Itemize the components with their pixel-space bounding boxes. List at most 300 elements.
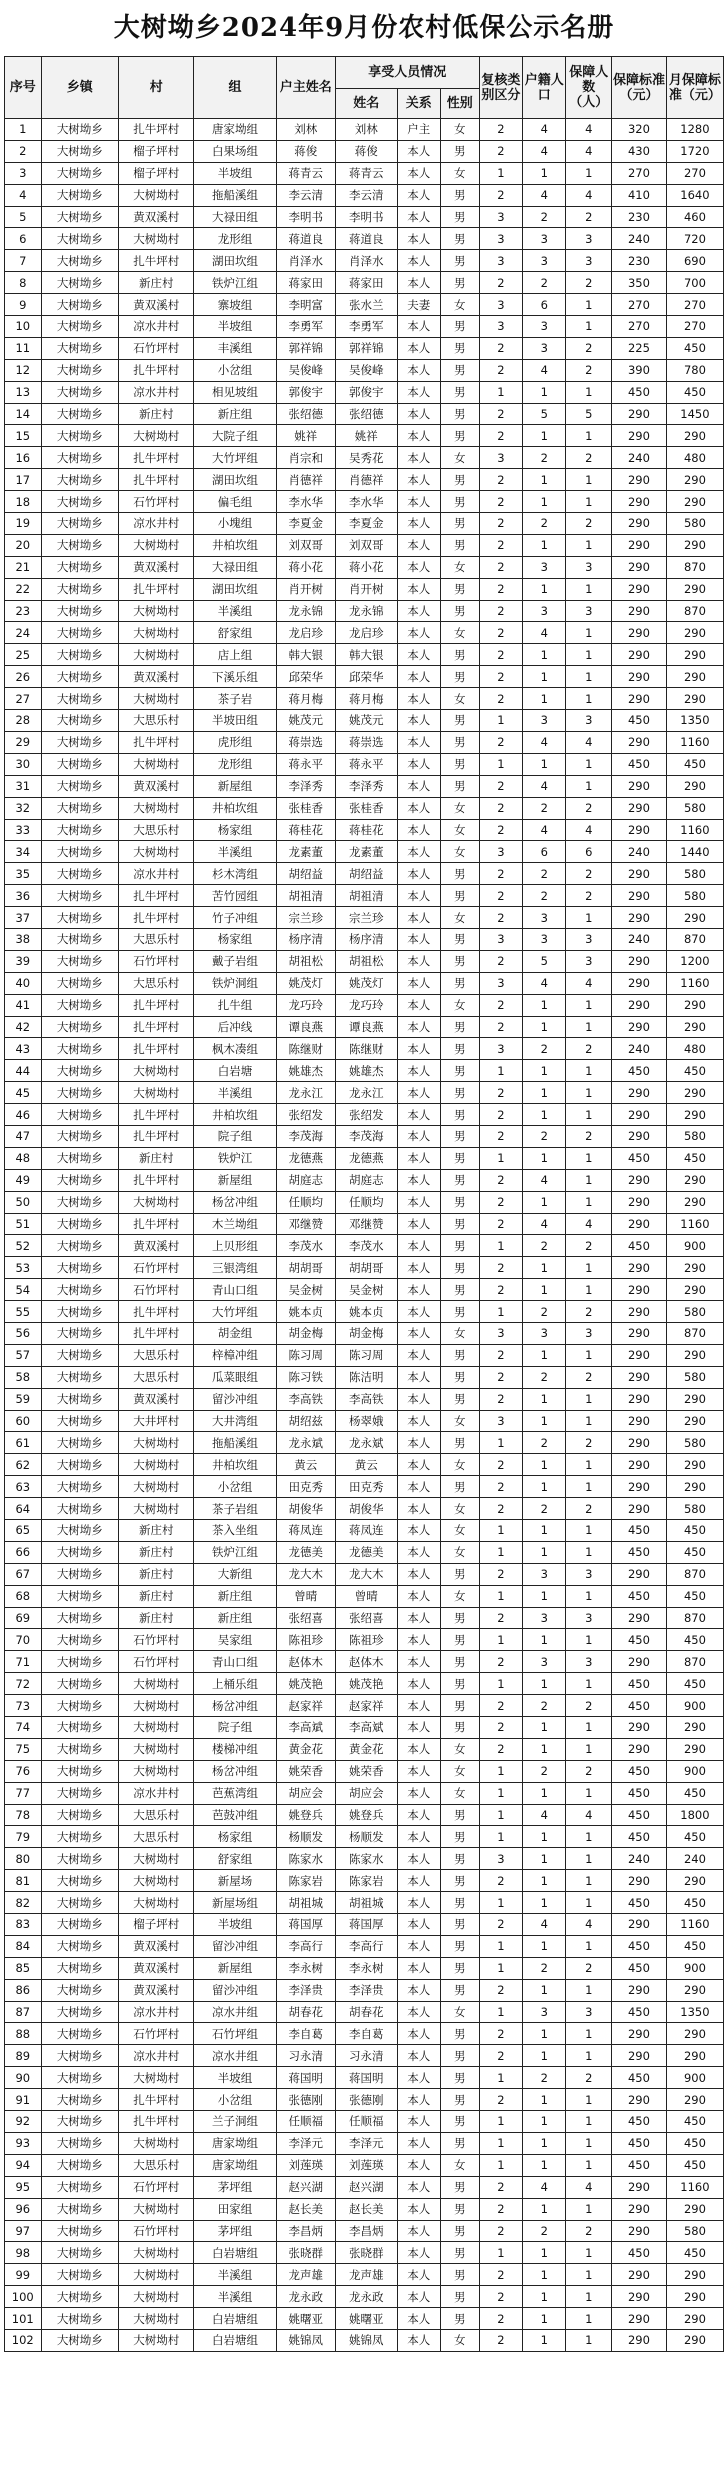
cell-covered: 1: [566, 2111, 612, 2133]
cell-category: 1: [479, 1935, 522, 1957]
cell-household: 2: [523, 1301, 566, 1323]
cell-gender: 男: [440, 2067, 479, 2089]
cell-relation: 本人: [397, 513, 440, 535]
cell-head-name: 蒋道良: [276, 228, 335, 250]
cell-monthly: 290: [666, 1717, 723, 1739]
cell-name: 蒋永平: [335, 753, 397, 775]
cell-township: 大树坳乡: [41, 1738, 119, 1760]
cell-household: 1: [523, 2264, 566, 2286]
cell-covered: 1: [566, 907, 612, 929]
cell-village: 大思乐村: [119, 928, 194, 950]
cell-standard: 450: [612, 2067, 667, 2089]
cell-village: 石竹坪村: [119, 337, 194, 359]
cell-name: 姚祥: [335, 425, 397, 447]
cell-relation: 本人: [397, 1060, 440, 1082]
table-row: [5, 1082, 724, 1104]
table-row: [5, 1388, 724, 1410]
cell-monthly: 290: [666, 1870, 723, 1892]
cell-monthly: 290: [666, 907, 723, 929]
cell-head-name: 胡应会: [276, 1782, 335, 1804]
cell-relation: 本人: [397, 2242, 440, 2264]
cell-no: 14: [5, 403, 42, 425]
cell-household: 2: [523, 1498, 566, 1520]
cell-gender: 男: [440, 1301, 479, 1323]
cell-name: 杨序清: [335, 928, 397, 950]
cell-standard: 290: [612, 1344, 667, 1366]
cell-relation: 本人: [397, 1804, 440, 1826]
cell-standard: 290: [612, 2176, 667, 2198]
cell-covered: 4: [566, 140, 612, 162]
cell-relation: 本人: [397, 2220, 440, 2242]
cell-name: 杨翠娥: [335, 1410, 397, 1432]
cell-relation: 本人: [397, 797, 440, 819]
cell-village: 石竹坪村: [119, 1629, 194, 1651]
cell-group: 白岩塘: [194, 1060, 276, 1082]
cell-category: 3: [479, 972, 522, 994]
table-row: [5, 1585, 724, 1607]
cell-township: 大树坳乡: [41, 2286, 119, 2308]
cell-village: 大树坳村: [119, 1848, 194, 1870]
cell-monthly: 580: [666, 1498, 723, 1520]
cell-no: 21: [5, 556, 42, 578]
cell-group: 拖船溪组: [194, 184, 276, 206]
cell-monthly: 290: [666, 2286, 723, 2308]
cell-name: 龙永斌: [335, 1432, 397, 1454]
cell-monthly: 450: [666, 1782, 723, 1804]
cell-category: 3: [479, 250, 522, 272]
cell-village: 石竹坪村: [119, 491, 194, 513]
cell-village: 大思乐村: [119, 972, 194, 994]
cell-covered: 3: [566, 556, 612, 578]
cell-gender: 男: [440, 1125, 479, 1147]
cell-village: 大思乐村: [119, 819, 194, 841]
cell-household: 2: [523, 447, 566, 469]
cell-standard: 240: [612, 1848, 667, 1870]
table-row: [5, 841, 724, 863]
cell-household: 4: [523, 2176, 566, 2198]
cell-monthly: 290: [666, 2264, 723, 2286]
cell-relation: 户主: [397, 119, 440, 141]
cell-monthly: 290: [666, 2198, 723, 2220]
table-row: [5, 1760, 724, 1782]
cell-household: 4: [523, 359, 566, 381]
cell-household: 1: [523, 2132, 566, 2154]
cell-category: 1: [479, 1957, 522, 1979]
cell-monthly: 290: [666, 425, 723, 447]
cell-covered: 1: [566, 1935, 612, 1957]
col-header-standard: 保障标准（元）: [612, 57, 667, 119]
cell-head-name: 蒋青云: [276, 162, 335, 184]
cell-category: 2: [479, 2329, 522, 2351]
cell-covered: 1: [566, 1060, 612, 1082]
cell-group: 半溪组: [194, 2264, 276, 2286]
cell-township: 大树坳乡: [41, 119, 119, 141]
table-row: [5, 1366, 724, 1388]
cell-relation: 本人: [397, 1366, 440, 1388]
cell-gender: 男: [440, 1016, 479, 1038]
cell-head-name: 龙巧玲: [276, 994, 335, 1016]
cell-group: 铁炉江组: [194, 1541, 276, 1563]
cell-relation: 本人: [397, 1651, 440, 1673]
cell-name: 韩大银: [335, 644, 397, 666]
cell-household: 3: [523, 228, 566, 250]
cell-category: 2: [479, 1169, 522, 1191]
cell-category: 2: [479, 184, 522, 206]
cell-gender: 男: [440, 359, 479, 381]
cell-monthly: 270: [666, 316, 723, 338]
cell-name: 胡祖松: [335, 950, 397, 972]
cell-standard: 290: [612, 2045, 667, 2067]
table-row: [5, 119, 724, 141]
cell-standard: 290: [612, 1322, 667, 1344]
cell-gender: 男: [440, 1826, 479, 1848]
cell-village: 大树坳村: [119, 1892, 194, 1914]
cell-head-name: 张晓群: [276, 2242, 335, 2264]
cell-head-name: 肖泽水: [276, 250, 335, 272]
cell-category: 2: [479, 491, 522, 513]
cell-village: 扎牛坪村: [119, 1038, 194, 1060]
cell-household: 2: [523, 1432, 566, 1454]
cell-township: 大树坳乡: [41, 1717, 119, 1739]
cell-monthly: 270: [666, 162, 723, 184]
cell-standard: 240: [612, 841, 667, 863]
cell-village: 大思乐村: [119, 1804, 194, 1826]
cell-no: 2: [5, 140, 42, 162]
cell-monthly: 900: [666, 1957, 723, 1979]
cell-head-name: 蒋月梅: [276, 688, 335, 710]
cell-gender: 男: [440, 534, 479, 556]
cell-household: 1: [523, 1279, 566, 1301]
cell-category: 2: [479, 1651, 522, 1673]
cell-standard: 450: [612, 1782, 667, 1804]
cell-covered: 4: [566, 1213, 612, 1235]
cell-head-name: 张绍德: [276, 403, 335, 425]
cell-category: 2: [479, 994, 522, 1016]
cell-category: 2: [479, 2198, 522, 2220]
cell-relation: 本人: [397, 775, 440, 797]
table-row: [5, 2329, 724, 2351]
cell-gender: 男: [440, 184, 479, 206]
cell-no: 45: [5, 1082, 42, 1104]
cell-township: 大树坳乡: [41, 1366, 119, 1388]
cell-village: 石竹坪村: [119, 1257, 194, 1279]
cell-no: 51: [5, 1213, 42, 1235]
cell-category: 2: [479, 1498, 522, 1520]
cell-covered: 1: [566, 1147, 612, 1169]
cell-head-name: 陈习铁: [276, 1366, 335, 1388]
cell-covered: 1: [566, 644, 612, 666]
col-header-covered: 保障人数（人）: [566, 57, 612, 119]
cell-monthly: 690: [666, 250, 723, 272]
cell-village: 凉水井村: [119, 381, 194, 403]
cell-household: 1: [523, 1016, 566, 1038]
cell-group: 白岩塘组: [194, 2329, 276, 2351]
table-row: [5, 316, 724, 338]
cell-relation: 本人: [397, 1322, 440, 1344]
cell-name: 姚曙亚: [335, 2308, 397, 2330]
cell-gender: 男: [440, 513, 479, 535]
cell-relation: 本人: [397, 1257, 440, 1279]
cell-covered: 2: [566, 797, 612, 819]
cell-covered: 1: [566, 491, 612, 513]
cell-covered: 2: [566, 1301, 612, 1323]
cell-no: 16: [5, 447, 42, 469]
cell-standard: 450: [612, 2001, 667, 2023]
cell-household: 1: [523, 1848, 566, 1870]
cell-covered: 6: [566, 841, 612, 863]
cell-village: 扎牛坪村: [119, 907, 194, 929]
cell-township: 大树坳乡: [41, 1804, 119, 1826]
cell-gender: 男: [440, 1082, 479, 1104]
cell-covered: 1: [566, 1717, 612, 1739]
cell-name: 蒋俊: [335, 140, 397, 162]
table-row: [5, 469, 724, 491]
cell-household: 3: [523, 907, 566, 929]
cell-head-name: 吴俊峰: [276, 359, 335, 381]
cell-household: 3: [523, 1563, 566, 1585]
cell-township: 大树坳乡: [41, 710, 119, 732]
cell-household: 4: [523, 775, 566, 797]
cell-township: 大树坳乡: [41, 1695, 119, 1717]
cell-head-name: 姚曙亚: [276, 2308, 335, 2330]
cell-relation: 本人: [397, 1454, 440, 1476]
cell-no: 15: [5, 425, 42, 447]
cell-group: 楼梯冲组: [194, 1738, 276, 1760]
cell-gender: 女: [440, 994, 479, 1016]
cell-name: 胡庭志: [335, 1169, 397, 1191]
cell-head-name: 胡春花: [276, 2001, 335, 2023]
cell-group: 上桶乐组: [194, 1673, 276, 1695]
cell-category: 1: [479, 381, 522, 403]
cell-monthly: 870: [666, 600, 723, 622]
cell-standard: 290: [612, 775, 667, 797]
cell-name: 黄云: [335, 1454, 397, 1476]
cell-name: 张桂香: [335, 797, 397, 819]
cell-relation: 本人: [397, 666, 440, 688]
cell-village: 石竹坪村: [119, 1279, 194, 1301]
cell-category: 1: [479, 1301, 522, 1323]
cell-household: 3: [523, 1651, 566, 1673]
cell-township: 大树坳乡: [41, 1520, 119, 1542]
cell-category: 2: [479, 1979, 522, 2001]
cell-household: 1: [523, 994, 566, 1016]
cell-gender: 男: [440, 2045, 479, 2067]
cell-relation: 本人: [397, 578, 440, 600]
cell-standard: 290: [612, 403, 667, 425]
cell-no: 80: [5, 1848, 42, 1870]
cell-monthly: 870: [666, 928, 723, 950]
cell-name: 龙巧玲: [335, 994, 397, 1016]
cell-no: 39: [5, 950, 42, 972]
cell-covered: 1: [566, 1585, 612, 1607]
cell-monthly: 870: [666, 1651, 723, 1673]
col-header-group: 组: [194, 57, 276, 119]
cell-no: 5: [5, 206, 42, 228]
cell-relation: 本人: [397, 1585, 440, 1607]
cell-name: 张德刚: [335, 2089, 397, 2111]
cell-monthly: 450: [666, 1629, 723, 1651]
cell-monthly: 240: [666, 1848, 723, 1870]
cell-household: 1: [523, 1257, 566, 1279]
table-row: [5, 688, 724, 710]
cell-village: 凉水井村: [119, 1782, 194, 1804]
cell-category: 2: [479, 863, 522, 885]
cell-monthly: 290: [666, 644, 723, 666]
cell-group: 半溪组: [194, 1082, 276, 1104]
cell-township: 大树坳乡: [41, 1760, 119, 1782]
cell-covered: 1: [566, 578, 612, 600]
cell-covered: 2: [566, 2220, 612, 2242]
cell-group: 杉木湾组: [194, 863, 276, 885]
cell-category: 3: [479, 447, 522, 469]
cell-township: 大树坳乡: [41, 1629, 119, 1651]
cell-no: 75: [5, 1738, 42, 1760]
cell-group: 湖田坎组: [194, 469, 276, 491]
cell-township: 大树坳乡: [41, 1125, 119, 1147]
cell-relation: 本人: [397, 907, 440, 929]
cell-category: 2: [479, 1366, 522, 1388]
cell-name: 陈习周: [335, 1344, 397, 1366]
cell-township: 大树坳乡: [41, 644, 119, 666]
cell-household: 4: [523, 1914, 566, 1936]
cell-monthly: 580: [666, 1366, 723, 1388]
cell-group: 青山口组: [194, 1279, 276, 1301]
cell-category: 2: [479, 775, 522, 797]
cell-township: 大树坳乡: [41, 1322, 119, 1344]
cell-village: 大树坳村: [119, 600, 194, 622]
table-row: [5, 1563, 724, 1585]
cell-group: 井柏坎组: [194, 1104, 276, 1126]
cell-relation: 本人: [397, 819, 440, 841]
cell-gender: 男: [440, 1257, 479, 1279]
table-row: [5, 1804, 724, 1826]
cell-category: 2: [479, 2176, 522, 2198]
cell-village: 大树坳村: [119, 1695, 194, 1717]
cell-village: 扎牛坪村: [119, 885, 194, 907]
cell-head-name: 胡金梅: [276, 1322, 335, 1344]
cell-no: 84: [5, 1935, 42, 1957]
cell-monthly: 1350: [666, 710, 723, 732]
table-row: [5, 1322, 724, 1344]
table-row: [5, 1498, 724, 1520]
cell-group: 上贝形组: [194, 1235, 276, 1257]
cell-household: 3: [523, 928, 566, 950]
cell-standard: 290: [612, 994, 667, 1016]
cell-relation: 本人: [397, 1782, 440, 1804]
cell-village: 大树坳村: [119, 1738, 194, 1760]
cell-no: 55: [5, 1301, 42, 1323]
cell-village: 石竹坪村: [119, 2176, 194, 2198]
cell-standard: 450: [612, 1760, 667, 1782]
cell-relation: 本人: [397, 994, 440, 1016]
cell-household: 3: [523, 316, 566, 338]
cell-township: 大树坳乡: [41, 250, 119, 272]
cell-township: 大树坳乡: [41, 2111, 119, 2133]
cell-household: 1: [523, 1892, 566, 1914]
cell-village: 榴子坪村: [119, 162, 194, 184]
table-row: [5, 228, 724, 250]
cell-relation: 本人: [397, 447, 440, 469]
cell-household: 4: [523, 972, 566, 994]
cell-covered: 1: [566, 1082, 612, 1104]
cell-category: 2: [479, 1738, 522, 1760]
cell-head-name: 蒋家田: [276, 272, 335, 294]
cell-standard: 290: [612, 907, 667, 929]
cell-village: 石竹坪村: [119, 2220, 194, 2242]
cell-township: 大树坳乡: [41, 162, 119, 184]
cell-covered: 1: [566, 2023, 612, 2045]
cell-village: 新庄村: [119, 1541, 194, 1563]
cell-township: 大树坳乡: [41, 1060, 119, 1082]
cell-group: 戴子岩组: [194, 950, 276, 972]
cell-relation: 本人: [397, 1520, 440, 1542]
cell-standard: 290: [612, 819, 667, 841]
cell-relation: 本人: [397, 250, 440, 272]
cell-village: 大思乐村: [119, 2154, 194, 2176]
cell-group: 新屋场组: [194, 1892, 276, 1914]
cell-gender: 男: [440, 1235, 479, 1257]
cell-category: 1: [479, 2132, 522, 2154]
cell-standard: 290: [612, 1104, 667, 1126]
cell-township: 大树坳乡: [41, 1082, 119, 1104]
cell-group: 竹子冲组: [194, 907, 276, 929]
cell-monthly: 1640: [666, 184, 723, 206]
table-row: [5, 425, 724, 447]
cell-group: 吴家组: [194, 1629, 276, 1651]
cell-head-name: 李水华: [276, 491, 335, 513]
cell-relation: 本人: [397, 753, 440, 775]
cell-covered: 1: [566, 753, 612, 775]
cell-standard: 290: [612, 1016, 667, 1038]
cell-no: 72: [5, 1673, 42, 1695]
cell-township: 大树坳乡: [41, 688, 119, 710]
cell-township: 大树坳乡: [41, 2045, 119, 2067]
cell-covered: 4: [566, 1914, 612, 1936]
cell-household: 1: [523, 1388, 566, 1410]
cell-standard: 290: [612, 863, 667, 885]
cell-household: 1: [523, 666, 566, 688]
cell-standard: 290: [612, 1607, 667, 1629]
cell-relation: 本人: [397, 2001, 440, 2023]
cell-covered: 3: [566, 1651, 612, 1673]
cell-township: 大树坳乡: [41, 316, 119, 338]
cell-village: 大树坳村: [119, 1060, 194, 1082]
cell-no: 19: [5, 513, 42, 535]
cell-head-name: 李夏金: [276, 513, 335, 535]
table-row: [5, 797, 724, 819]
cell-relation: 本人: [397, 1476, 440, 1498]
cell-household: 3: [523, 1322, 566, 1344]
cell-monthly: 1440: [666, 841, 723, 863]
cell-relation: 本人: [397, 272, 440, 294]
cell-name: 蒋小花: [335, 556, 397, 578]
cell-relation: 本人: [397, 1235, 440, 1257]
table-row: [5, 1301, 724, 1323]
cell-category: 1: [479, 1782, 522, 1804]
cell-monthly: 1160: [666, 972, 723, 994]
cell-household: 2: [523, 272, 566, 294]
cell-no: 64: [5, 1498, 42, 1520]
cell-standard: 290: [612, 1410, 667, 1432]
cell-relation: 本人: [397, 1016, 440, 1038]
cell-covered: 1: [566, 2264, 612, 2286]
cell-covered: 1: [566, 1191, 612, 1213]
cell-name: 李茂海: [335, 1125, 397, 1147]
cell-covered: 2: [566, 1957, 612, 1979]
cell-no: 78: [5, 1804, 42, 1826]
cell-household: 3: [523, 710, 566, 732]
cell-gender: 男: [440, 2198, 479, 2220]
